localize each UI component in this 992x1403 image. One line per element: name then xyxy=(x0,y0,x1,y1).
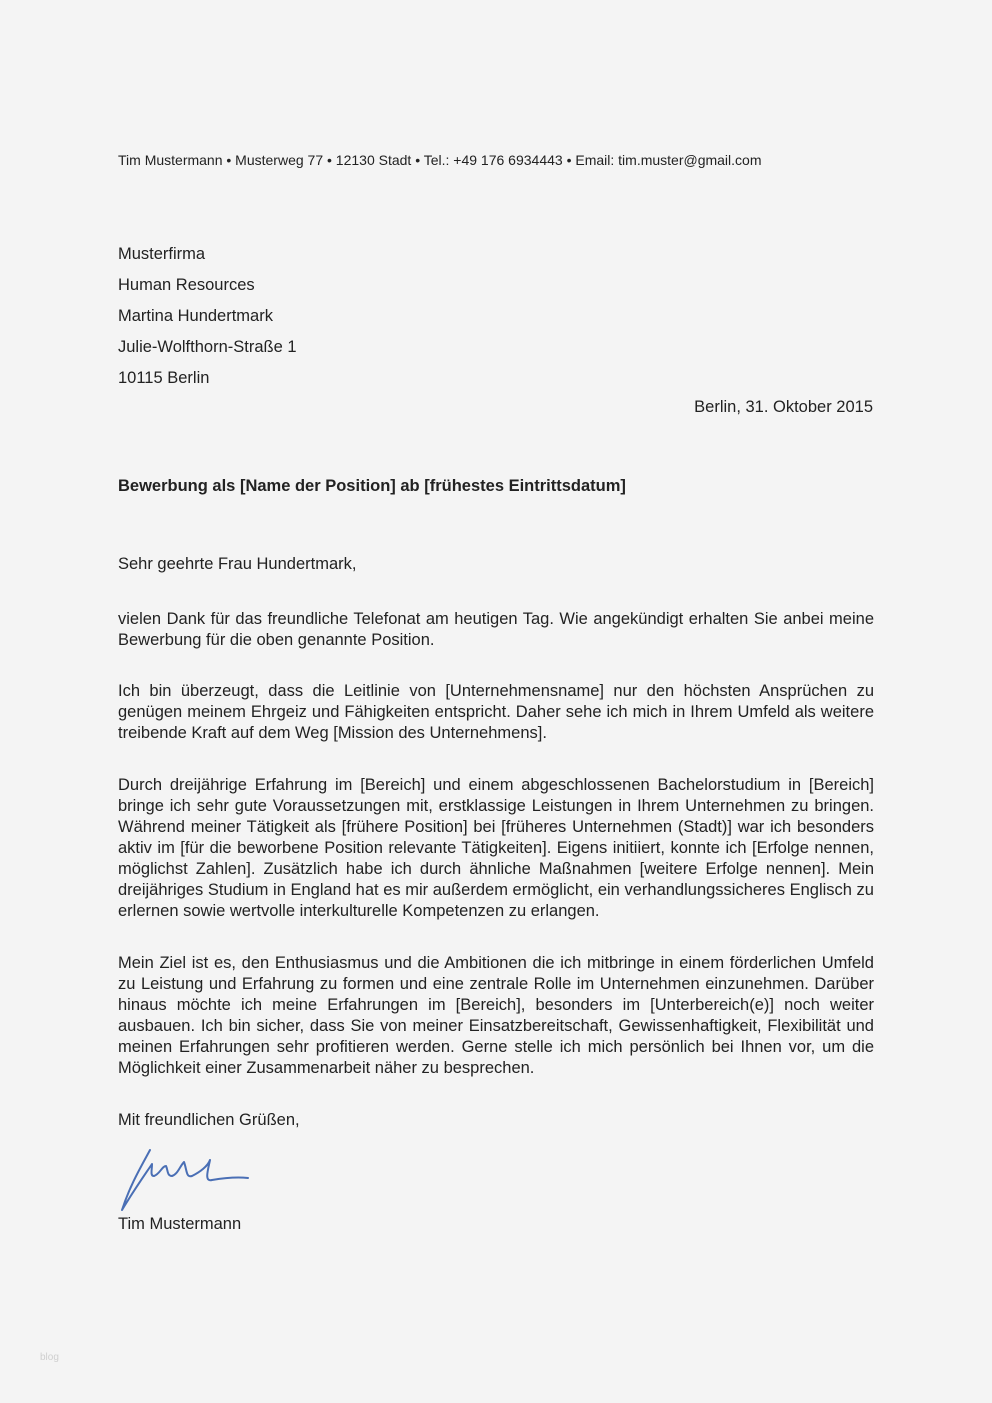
body-paragraph-2: Ich bin überzeugt, dass die Leitlinie von [Unternehmensname] nur den höchsten Ansprüchen zu genügen meinem Ehrgeiz und Fähigkeiten entspricht. Daher sehe ich mich in Ihrem Umfeld als weitere treibende Kraft auf dem Weg [Mission des Unternehmens]. xyxy=(118,682,874,742)
letter-subject: Bewerbung als [Name der Position] ab [frühestes Eintrittsdatum] xyxy=(118,477,626,495)
recipient-department: Human Resources xyxy=(118,276,255,294)
recipient-city: 10115 Berlin xyxy=(118,369,210,387)
letter-salutation: Sehr geehrte Frau Hundertmark, xyxy=(118,555,357,573)
recipient-company: Musterfirma xyxy=(118,245,206,263)
sender-address-line: Tim Mustermann • Musterweg 77 • 12130 Stadt • Tel.: +49 176 6934443 • Email: tim.muster@gmail.com xyxy=(118,152,762,168)
body-paragraph-3: Durch dreijährige Erfahrung im [Bereich] und einem abgeschlossenen Bachelorstudium in [Bereich] bringe ich sehr gute Voraussetzungen mit, erstklassige Leistungen in Ihrem Unternehmen zu bringen. Während meiner Tätigkeit als [frühere Position] bei [früheres Unternehmen (Stadt)] war ich besonders aktiv im [für die beworbene Position relevante Tätigkeiten]. Eigens initiiert, konnte ich [Erfolge nennen, möglichst Zahlen]. Zusätzlich habe ich durch ähnliche Maßnahmen [weitere Erfolge nennen]. Mein dreijähriges Studium in England hat es mir außerdem ermöglicht, ein verhandlungssicheres Englisch zu erlernen sowie wertvolle interkulturelle Kompetenzen zu erlangen. xyxy=(118,776,874,920)
recipient-address-block xyxy=(118,243,518,398)
handwritten-signature xyxy=(112,1140,262,1220)
letter-closing: Mit freundlichen Grüßen, xyxy=(118,1111,300,1129)
signer-name: Tim Mustermann xyxy=(118,1215,242,1233)
letter-date: Berlin, 31. Oktober 2015 xyxy=(694,398,873,416)
body-paragraph-1: vielen Dank für das freundliche Telefonat am heutigen Tag. Wie angekündigt erhalten Sie anbei meine Bewerbung für die oben genannte Position. xyxy=(118,610,874,649)
body-paragraph-4: Mein Ziel ist es, den Enthusiasmus und die Ambitionen die ich mitbringe in einem förderlichen Umfeld zu Leistung und Erfahrung zu formen und eine zentrale Rolle im Unternehmen einzunehmen. Darüber hinaus möchte ich meine Erfahrungen im [Bereich], besonders im [Unterbereich(e)] noch weiter ausbauen. Ich bin sicher, dass Sie von meiner Einsatzbereitschaft, Gewissenhaftigkeit, Flexibilität und meinen Erfahrungen sehr profitieren werden. Gerne stelle ich mich persönlich bei Ihnen vor, um die Möglichkeit einer Zusammenarbeit näher zu besprechen. xyxy=(118,954,874,1077)
recipient-name: Martina Hundertmark xyxy=(118,307,273,325)
recipient-street: Julie-Wolfthorn-Straße 1 xyxy=(118,338,297,356)
watermark-text: blog xyxy=(40,1352,59,1363)
